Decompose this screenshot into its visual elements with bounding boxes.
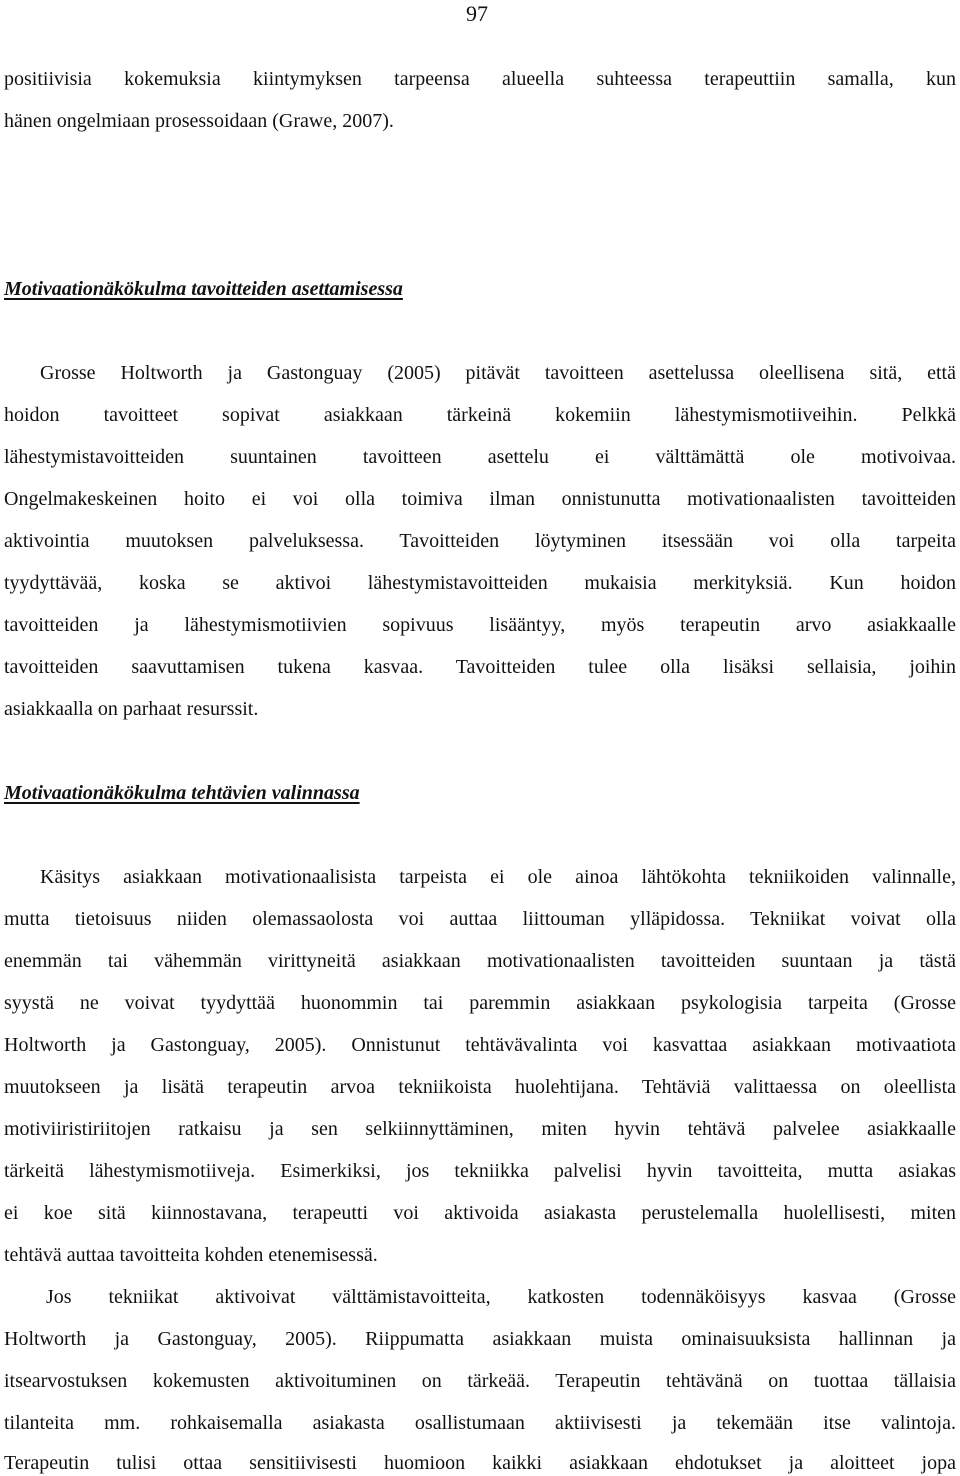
text-line: motiviiristiriitojen ratkaisu ja sen selkiinnyttäminen, miten hyvin tehtävä palvelee asiakkaalle — [4, 1118, 956, 1140]
text-line: tavoitteiden saavuttamisen tukena kasvaa. Tavoitteiden tulee olla lisäksi sellaisia, joihin — [4, 656, 956, 678]
text-line: tilanteita mm. rohkaisemalla asiakasta osallistumaan aktiivisesti ja tekemään itse valintoja. — [4, 1412, 956, 1434]
text-line: tyydyttävää, koska se aktivoi lähestymistavoitteiden mukaisia merkityksiä. Kun hoidon — [4, 572, 956, 594]
section-heading-tasks: Motivaationäkökulma tehtävien valinnassa — [4, 782, 360, 804]
text-line: syystä ne voivat tyydyttää huonommin tai paremmin asiakkaan psykologisia tarpeita (Grosse — [4, 992, 956, 1014]
text-line: aktivointia muutoksen palveluksessa. Tavoitteiden löytyminen itsessään voi olla tarpeita — [4, 530, 956, 552]
text-line: Ongelmakeskeinen hoito ei voi olla toimiva ilman onnistunutta motivationaalisten tavoitteiden — [4, 488, 956, 510]
text-line: itsearvostuksen kokemusten aktivoituminen on tärkeää. Terapeutin tehtävänä on tuottaa tällaisia — [4, 1370, 956, 1392]
text-line: Holtworth ja Gastonguay, 2005). Onnistunut tehtävävalinta voi kasvattaa asiakkaan motivaatiota — [4, 1034, 956, 1056]
text-line: Grosse Holtworth ja Gastonguay (2005) pitävät tavoitteen asettelussa oleellisena sitä, että — [40, 362, 956, 384]
text-line: Holtworth ja Gastonguay, 2005). Riippumatta asiakkaan muista ominaisuuksista hallinnan ja — [4, 1328, 956, 1350]
text-line: asiakkaalla on parhaat resurssit. — [4, 698, 259, 720]
text-line: positiivisia kokemuksia kiintymyksen tarpeensa alueella suhteessa terapeuttiin samalla, kun — [4, 68, 956, 90]
text-line: ei koe sitä kiinnostavana, terapeutti voi aktivoida asiakasta perustelemalla huolellisesti, miten — [4, 1202, 956, 1224]
text-line: enemmän tai vähemmän virittyneitä asiakkaan motivationaalisten tavoitteiden suuntaan ja tästä — [4, 950, 956, 972]
text-line: tehtävä auttaa tavoitteita kohden etenemisessä. — [4, 1244, 378, 1266]
text-line: tavoitteiden ja lähestymismotiivien sopivuus lisääntyy, myös terapeutin arvo asiakkaalle — [4, 614, 956, 636]
text-line: lähestymistavoitteiden suuntainen tavoitteen asettelu ei välttämättä ole motivoivaa. — [4, 446, 956, 468]
text-line: mutta tietoisuus niiden olemassaolosta voi auttaa liittouman ylläpidossa. Tekniikat voivat olla — [4, 908, 956, 930]
text-line: hoidon tavoitteet sopivat asiakkaan tärkeinä kokemiin lähestymismotiiveihin. Pelkkä — [4, 404, 956, 426]
section-heading-goals: Motivaationäkökulma tavoitteiden asettamisessa — [4, 278, 403, 300]
text-line: muutokseen ja lisätä terapeutin arvoa tekniikoista huolehtijana. Tehtäviä valittaessa on oleellista — [4, 1076, 956, 1098]
text-line: Käsitys asiakkaan motivationaalisista tarpeista ei ole ainoa lähtökohta tekniikoiden valinnalle, — [40, 866, 956, 888]
text-line: Terapeutin tulisi ottaa sensitiivisesti huomioon kaikki asiakkaan ehdotukset ja aloitteet jopa — [4, 1452, 956, 1474]
page-number: 97 — [466, 1, 488, 26]
text-line: hänen ongelmiaan prosessoidaan (Grawe, 2007). — [4, 110, 394, 132]
text-line: tärkeitä lähestymismotiiveja. Esimerkiksi, jos tekniikka palvelisi hyvin tavoitteita, mutta asiakas — [4, 1160, 956, 1182]
text-line: Jos tekniikat aktivoivat välttämistavoitteita, katkosten todennäköisyys kasvaa (Grosse — [46, 1286, 956, 1308]
